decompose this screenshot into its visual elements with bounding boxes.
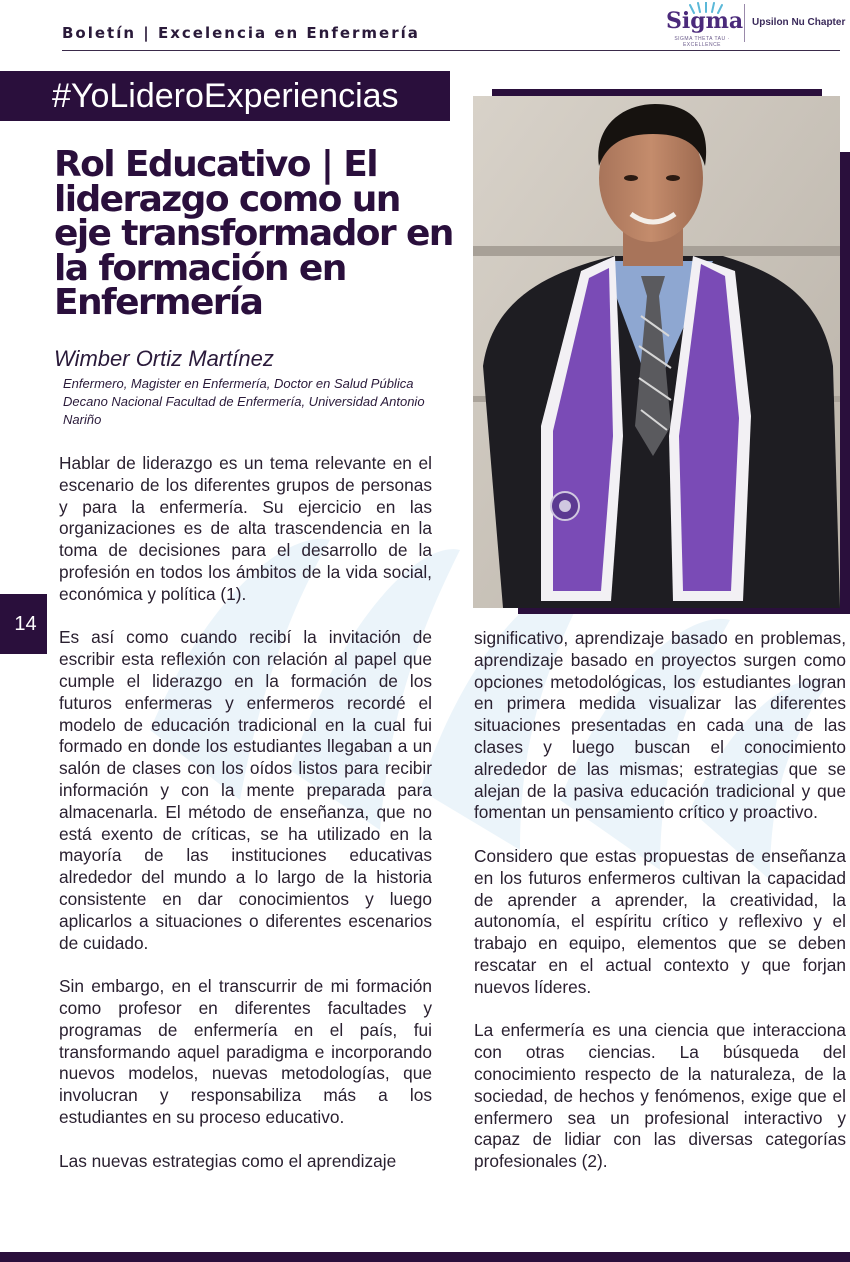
author-affiliation	[63, 375, 463, 429]
bulletin-title: Boletín | Excelencia en Enfermería	[62, 24, 420, 42]
paragraph: Hablar de liderazgo es un tema relevante en el escenario de los diferentes grupos de personas y para la enfermería. Su ejercicio en las organizaciones es de alta trascendencia en la toma de decisiones para el desarrollo de la profesión en todos los ámbitos de la vida social, económica y política (1).	[59, 453, 432, 604]
body-column-right	[474, 628, 846, 1173]
paragraph: Las nuevas estrategias como el aprendizaje	[59, 1150, 397, 1171]
header-divider	[62, 50, 840, 51]
paragraph: La enfermería es una ciencia que interacciona con otras ciencias. La búsqueda del conocimiento respecto de la naturaleza, de la sociedad, de hechos y fenómenos, exige que el enfermero sea un profesional interactivo y capaz de lidiar con las diversas categorías profesionales (2).	[474, 1020, 846, 1172]
chapter-name: Upsilon Nu Chapter	[752, 17, 846, 28]
logo-divider	[744, 4, 745, 42]
footer-bar	[0, 1252, 850, 1262]
paragraph: significativo, aprendizaje basado en problemas, aprendizaje basado en proyectos surgen como opciones metodológicas, los estudiantes logran en primera medida visualizar las diferentes situaciones presentadas en cada una de las clases y luego buscan el conocimiento alrededor de las mismas; estrategias que se alejan de la pasiva educación tradicional y que fomentan un pensamiento crítico y proactivo.	[474, 628, 846, 823]
sigma-logo-subtext: SIGMA THETA TAU · EXCELLENCE	[674, 36, 730, 48]
hashtag-banner: #YoLideroExperiencias	[0, 71, 450, 121]
author-photo	[473, 96, 840, 608]
paragraph: Sin embargo, en el transcurrir de mi formación como profesor en diferentes facultades y programas de enfermería en el país, fui transformando aquel paradigma e incorporando nuevos modelos, nuevas metodologías, que involucran y responsabiliza más a los estudiantes en su proceso educativo.	[59, 976, 432, 1127]
paragraph: Es así como cuando recibí la invitación de escribir esta reflexión con relación al papel que cumple el liderazgo en la formación de los futuros enfermeras y enfermeros recordé el modelo de educación tradicional en la cual fui formado en donde los estudiantes llegaban a un salón de clases con los oídos listos para recibir información y con la mente preparada para almacenarla. El método de enseñanza, que no está exento de críticas, se ha utilizado en la mayoría de las instituciones educativas alrededor del mundo a lo largo de la historia consistente en dar conocimientos y luego aplicarlos a situaciones o diferentes escenarios de cuidado.	[59, 627, 432, 953]
article-title: Rol Educativo | El liderazgo como un eje transformador en la formación en Enfermería	[54, 144, 453, 323]
affiliation-line-1: Enfermero, Magister en Enfermería, Doctor en Salud Pública	[63, 376, 414, 391]
author-name: Wimber Ortiz Martínez	[54, 346, 274, 371]
sigma-logo	[666, 2, 746, 46]
page-number: 14	[0, 594, 47, 654]
sigma-logo-text: Sigma	[666, 8, 744, 34]
paragraph: Considero que estas propuestas de enseñanza en los futuros enfermeros cultivan la capacidad de aprender a aprender, la creatividad, la autonomía, el espíritu crítico y reflexivo y el trabajo en equipo, elementos que se deben rescatar en el actual contexto y que forjan nuevos líderes.	[474, 845, 846, 997]
graduation-portrait-image	[473, 96, 840, 608]
photo-frame-top	[492, 89, 822, 96]
affiliation-line-2: Decano Nacional Facultad de Enfermería, Universidad Antonio Nariño	[63, 394, 425, 427]
body-column-left	[59, 453, 432, 1172]
